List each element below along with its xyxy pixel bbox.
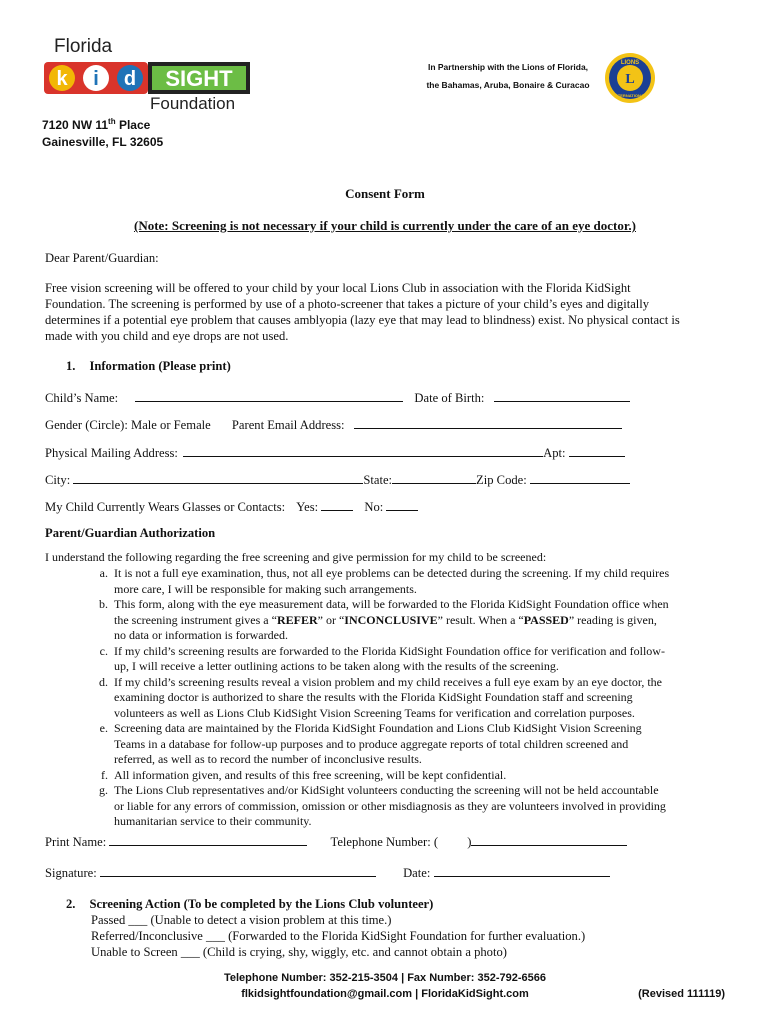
footer-phone-fax: Telephone Number: 352-215-3504 | Fax Number: 352-792-6566 (223, 972, 546, 984)
lions-logo-top: LIONS (620, 60, 640, 66)
authorization-item-c: c. If my child’s screening results are forwarded to the Florida KidSight Foundation office for verification and follow-up, I will receive a letter outlining actions to be taken along with the results of the screening. (99, 643, 665, 673)
partnership-line-1: In Partnership with the Lions of Florida, (427, 62, 589, 72)
telephone-label: Telephone Number: ( (330, 835, 439, 849)
zip-label: Zip Code: (476, 473, 527, 487)
print-name-row (45, 834, 627, 850)
lions-logo-bottom: INTERNATIONAL (613, 93, 647, 98)
glasses-no-field[interactable] (386, 499, 418, 511)
dob-field[interactable] (494, 390, 630, 402)
telephone-paren: ) (467, 835, 472, 849)
screening-referred[interactable]: Referred/Inconclusive ___ (Forwarded to the Florida KidSight Foundation for further evaluation.) (91, 929, 586, 943)
section-2-heading: 2. Screening Action (To be completed by the Lions Club volunteer) (66, 897, 434, 911)
glasses-yes-label: Yes: (296, 500, 319, 514)
signature-label: Signature: (45, 866, 97, 880)
authorization-item-d: d. If my child’s screening results reveal a vision problem and my child receives a full eye exam by an eye doctor, the examining doctor is authorized to share the results with the Florida KidSight Foundation staff and screening volunteers as well as Lions Club KidSight Vision Screening Teams for verification and correlation purposes. (99, 674, 662, 720)
zip-field[interactable] (530, 472, 630, 484)
state-field[interactable] (392, 472, 476, 484)
glasses-row (45, 499, 418, 515)
logo-sight-text: SIGHT (165, 66, 233, 91)
logo-florida-text: Florida (54, 36, 113, 57)
partnership-line-2: the Bahamas, Aruba, Bonaire & Curacao (426, 80, 590, 90)
address-line-1: 7120 NW 11th Place (42, 117, 151, 132)
authorization-heading: Parent/Guardian Authorization (45, 526, 216, 540)
logo-letter-k: k (56, 68, 68, 90)
mailing-address-field[interactable] (183, 445, 543, 457)
revised-label: (Revised 111119) (638, 988, 725, 1000)
authorization-item-a: a. It is not a full eye examination, thus, not all eye problems can be detected during the screening. If my child requires more care, I will be responsible for making such arrangements. (99, 566, 670, 596)
screening-unable[interactable]: Unable to Screen ___ (Child is crying, shy, wiggly, etc. and cannot obtain a photo) (91, 945, 507, 959)
lions-logo-center: L (625, 72, 635, 87)
glasses-yes-field[interactable] (321, 499, 353, 511)
glasses-no-label: No: (364, 500, 384, 514)
dob-label: Date of Birth: (414, 391, 485, 405)
print-name-field[interactable] (109, 834, 307, 846)
form-title: Consent Form (345, 186, 425, 201)
signature-field[interactable] (100, 865, 376, 877)
state-label: State: (363, 473, 393, 487)
apt-label: Apt: (543, 446, 566, 460)
gender-label: Gender (Circle): Male or Female (45, 418, 211, 432)
kidsight-logo (44, 58, 250, 96)
authorization-item-f: f. All information given, and results of this free screening, will be kept confidential. (101, 767, 507, 782)
section-1-heading: 1. Information (Please print) (66, 359, 231, 373)
glasses-label: My Child Currently Wears Glasses or Contacts: (45, 500, 286, 514)
apt-field[interactable] (569, 445, 625, 457)
intro-paragraph: Free vision screening will be offered to your child by your local Lions Club in association with the Florida KidSight Foundation. The screening is performed by use of a photo-screener that takes a picture of your child’s eyes and digitally determines if a potential eye problem that causes amblyopia (lazy eye that may lead to blindness) exist. No physical contact is made with you child and eye drops are not used. (45, 281, 680, 343)
child-name-label: Child’s Name: (45, 391, 119, 405)
logo-foundation-text: Foundation (150, 94, 236, 113)
parent-email-field[interactable] (354, 417, 622, 429)
lions-club-logo (604, 52, 656, 104)
authorization-item-e: e. Screening data are maintained by the Florida KidSight Foundation and Lions Club KidSight Vision Screening Teams in a database for follow-up purposes and to produce aggregate reports of total children screened and referred, as well as to record the number of inconclusive results. (99, 721, 642, 766)
footer-email-web: flkidsightfoundation@gmail.com | FloridaKidSight.com (241, 988, 529, 1000)
mailing-address-row (45, 445, 625, 461)
telephone-field[interactable] (471, 834, 627, 846)
child-name-field[interactable] (135, 390, 403, 402)
city-row (45, 472, 630, 488)
address-line-2: Gainesville, FL 32605 (42, 135, 164, 149)
city-field[interactable] (73, 472, 363, 484)
gender-row (45, 417, 622, 433)
parent-email-label: Parent Email Address: (231, 418, 345, 432)
date-label: Date: (403, 866, 431, 880)
greeting: Dear Parent/Guardian: (45, 251, 159, 265)
logo-letter-d: d (123, 68, 137, 90)
form-note: (Note: Screening is not necessary if your child is currently under the care of an eye doctor.) (133, 218, 636, 233)
screening-passed[interactable]: Passed ___ (Unable to detect a vision problem at this time.) (91, 913, 392, 927)
authorization-item-b: b. This form, along with the eye measurement data, will be forwarded to the Florida KidSight Foundation office when the screening instrument gives a “REFER” or “INCONCLUSIVE” result. When a “PASSED” reading is given, no data or information is forwarded. (99, 597, 669, 642)
signature-row (45, 865, 610, 881)
authorization-intro: I understand the following regarding the free screening and give permission for my child to be screened: (45, 550, 547, 564)
print-name-label: Print Name: (45, 835, 107, 849)
mailing-address-label: Physical Mailing Address: (45, 446, 178, 460)
date-field[interactable] (434, 865, 610, 877)
city-label: City: (45, 473, 71, 487)
authorization-list (90, 566, 670, 830)
logo-letter-i: i (93, 68, 99, 90)
authorization-item-g: g. The Lions Club representatives and/or KidSight volunteers conducting the screening will not be held accountable or liable for any errors of commission, omission or other misdiagnosis as they are volunteers involved in providing humanitarian service to their community. (99, 783, 666, 828)
child-name-row (45, 390, 630, 406)
